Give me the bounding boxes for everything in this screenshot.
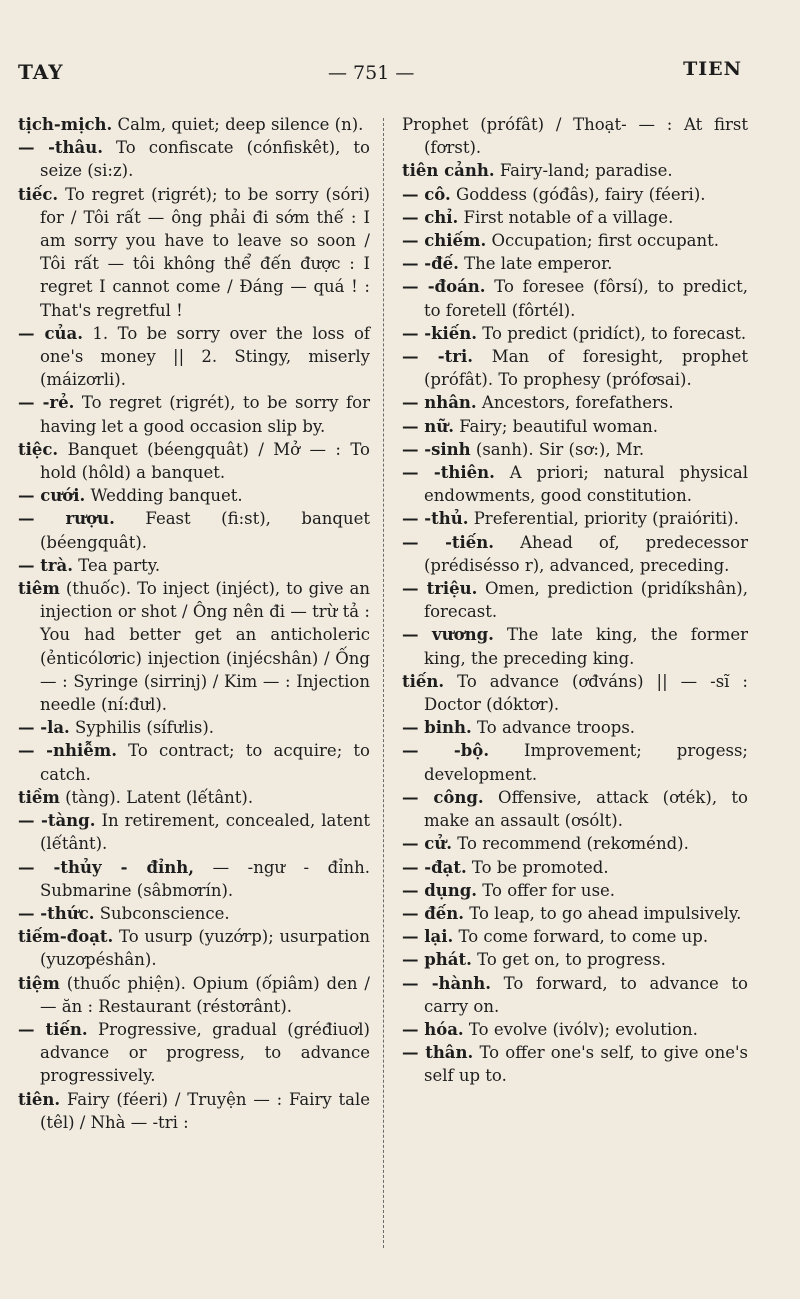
dictionary-entry [18,113,370,136]
dictionary-entry [402,438,748,461]
dictionary-entry [18,507,370,553]
left-column [18,113,370,1134]
entry-definition: Goddess (góđâs), fairy (féeri). [450,184,706,204]
entry-headword: tiêm [18,579,60,599]
entry-headword: tiệc. [18,439,59,459]
entry-headword: tiên. [18,1089,61,1109]
entry-headword: — -nhiễm. [18,741,117,761]
entry-definition: Occupation; first occupant. [486,231,719,251]
entry-definition: To foresee (fôrsí), to predict, to foretell (fôrtél). [424,277,748,320]
dictionary-entry [402,670,748,716]
entry-headword: — -sinh [402,439,471,459]
entry-definition: Ahead of, predecessor (prédisésso r), advanced, preceding. [424,532,748,575]
dictionary-entry [402,275,748,321]
entry-headword: — -hành. [402,973,491,993]
entry-definition: To contract; to acquire; to catch. [40,741,370,784]
entry-definition: — -ngư - đỉnh. Submarine (sâbmơrín). [40,857,370,900]
page-header [0,58,800,90]
entry-headword: — -đế. [402,254,459,274]
dictionary-entry [18,438,370,484]
dictionary-entry [402,391,748,414]
entry-headword: — -thức. [18,903,95,923]
dictionary-entry [402,531,748,577]
dictionary-entry [402,856,748,879]
entry-headword: tiên cảnh. [402,161,495,181]
entry-definition: Progressive, gradual (gréđiuơl) advance or progress, to advance progressively. [40,1019,370,1086]
entry-definition: The late emperor. [458,254,613,274]
dictionary-entry [402,739,748,785]
entry-definition: Fairy; beautiful woman. [453,416,659,436]
dictionary-entry [402,972,748,1018]
entry-headword: tiếc. [18,184,59,204]
entry-definition: To confiscate (cónfiskêt), to seize (si:z). [40,138,370,181]
dictionary-entry [18,322,370,392]
dictionary-entry [18,925,370,971]
entry-definition: (thuốc). To inject (injéct), to give an injection or shot / Ông nên đi — trừ tả : You had better get an anticholeric (ẻnticólơric) injection (injécshân) / Ống — : Syringe (sirrinj) / Kim — : Injection needle (ní:đưl). [40,579,370,715]
entry-headword: — chiếm. [402,231,487,251]
entry-definition: To forward, to advance to carry on. [424,973,748,1016]
entry-definition: To regret (rigrét); to be sorry (sóri) for / Tôi rất — ông phải đi sớm thế : I am sorry you have to leave so soon / Tôi rất — tôi không thể đến được : I regret I cannot come / Đáng — quá ! : That's regretful ! [40,184,370,320]
entry-definition: To leap, to go ahead impulsively. [464,903,742,923]
right-column [402,113,748,1088]
entry-definition: To offer for use. [477,880,616,900]
dictionary-entry [402,322,748,345]
dictionary-entry [402,252,748,275]
entry-definition: Tea party. [73,555,161,575]
entry-headword: — phát. [402,950,472,970]
entry-definition: 1. To be sorry over the loss of one's money || 2. Stingy, miserly (máizơrli). [40,323,370,390]
dictionary-entry [18,391,370,437]
entry-headword: — vương. [402,625,494,645]
entry-definition: (tàng). Latent (lếtânt). [59,787,254,807]
entry-headword: — công. [402,787,484,807]
entry-headword: — -thâu. [18,138,103,158]
dictionary-entry [402,1018,748,1041]
dictionary-entry [402,925,748,948]
entry-headword: — cưới. [18,486,86,506]
entry-headword: — binh. [402,718,472,738]
entry-headword: — -thủ. [402,509,469,529]
entry-headword: — chỉ. [402,207,459,227]
entry-headword: — -đạt. [402,857,467,877]
column-divider [383,118,384,1248]
entry-headword: — nữ. [402,416,454,436]
entry-definition: In retirement, concealed, latent (lếtânt). [40,811,370,854]
entry-headword: — -thiên. [402,463,495,483]
entry-definition: Preferential, priority (praióriti). [468,509,739,529]
entry-definition: To offer one's self, to give one's self up to. [424,1043,748,1086]
header-left-word: TAY [18,60,64,84]
dictionary-entry [402,345,748,391]
dictionary-entry [18,554,370,577]
entry-headword: — hóa. [402,1019,464,1039]
entry-definition: Feast (fi:st), banquet (béengquât). [40,509,370,552]
dictionary-entry [402,577,748,623]
dictionary-entry [402,159,748,182]
entry-headword: — cô. [402,184,451,204]
entry-headword: — rượu. [18,509,115,529]
entry-definition: Offensive, attack (ơték), to make an assault (ơsólt). [424,787,748,831]
dictionary-entry [18,484,370,507]
entry-headword: — -bộ. [402,741,490,761]
entry-definition: Banquet (béengquât) / Mở — : To hold (hôld) a banquet. [40,439,370,483]
entry-headword: — -thủy - đỉnh, [18,857,195,877]
entry-headword: — -kiến. [402,323,478,343]
dictionary-entry [402,623,748,669]
dictionary-entry [18,716,370,739]
entry-definition: To evolve (ivólv); evolution. [463,1019,698,1039]
entry-headword: — thân. [402,1043,474,1063]
dictionary-entry [18,1088,370,1134]
entry-definition: Omen, prediction (pridíkshân), forecast. [424,579,748,622]
dictionary-entry [402,832,748,855]
entry-definition: To get on, to progress. [471,950,666,970]
dictionary-entry [402,902,748,925]
dictionary-entry [18,809,370,855]
entry-definition: Subconscience. [94,903,230,923]
dictionary-entry [402,716,748,739]
entry-headword: — dụng. [402,880,478,900]
entry-definition: Fairy (féeri) / Truyện — : Fairy tale (têl) / Nhà — -tri : [40,1089,370,1132]
entry-headword: tiếm-đoạt. [18,927,114,947]
entry-headword: — -tàng. [18,811,96,831]
entry-definition: To regret (rigrét), to be sorry for having let a good occasion slip by. [40,393,370,436]
entry-definition: To be promoted. [466,857,609,877]
dictionary-entry [402,786,748,832]
dictionary-entry [18,136,370,182]
dictionary-entry [402,879,748,902]
entry-definition: To recommend (rekơménd). [452,834,689,854]
entry-headword: — nhân. [402,393,477,413]
page-number: — 751 — [328,62,415,84]
entry-definition: To advance (ơđváns) || — -sĩ : Doctor (dóktơr). [424,671,748,715]
entry-definition: (thuốc phiện). Opium (ốpiâm) den / — ăn : Restaurant (réstơrânt). [40,973,370,1016]
entry-headword: — -tiến. [402,532,495,552]
entry-definition: Syphilis (sífưlis). [69,718,215,738]
dictionary-entry [402,507,748,530]
entry-definition: Improvement; progess; development. [424,741,748,784]
entry-headword: — -tri. [402,347,473,367]
dictionary-entry [18,856,370,902]
dictionary-entry [402,1041,748,1087]
entry-definition: The late king, the former king, the preceding king. [424,625,748,668]
dictionary-entry [402,461,748,507]
entry-headword: — triệu. [402,579,478,599]
dictionary-entry [18,183,370,322]
entry-definition: To come forward, to come up. [453,927,709,947]
entry-definition: Ancestors, forefathers. [476,393,674,413]
dictionary-entry [402,229,748,252]
entry-headword: — trà. [18,555,73,575]
dictionary-entry [18,972,370,1018]
entry-definition: (sanh). Sir (sơ:), Mr. [470,439,645,459]
entry-headword: — -đoán. [402,277,486,297]
dictionary-entry [402,183,748,206]
entry-headword: — lại. [402,927,454,947]
entry-headword: tiềm [18,787,60,807]
entry-definition: A priori; natural physical endowments, good constitution. [424,463,748,506]
dictionary-entry [402,948,748,971]
entry-definition: Wedding banquet. [85,486,243,506]
entry-definition: Calm, quiet; deep silence (n). [112,115,364,134]
dictionary-entry [18,902,370,925]
entry-headword: — của. [18,323,83,343]
header-right-word: TIEN [683,58,742,80]
entry-headword: — -rẻ. [18,393,75,413]
entry-headword: — đến. [402,903,465,923]
entry-definition: Prophet (prófât) / Thoạt- — : At first (fơrst). [402,115,748,158]
entry-headword: tiệm [18,973,60,993]
entry-headword: — cử. [402,834,453,854]
entry-headword: — tiến. [18,1019,88,1039]
dictionary-entry [18,739,370,785]
entry-definition: To advance troops. [471,718,636,738]
dictionary-entry [18,577,370,716]
entry-definition: First notable of a village. [458,207,674,227]
dictionary-entry [18,786,370,809]
entry-definition: Fairy-land; paradise. [494,161,673,181]
entry-headword: tịch-mịch. [18,115,113,134]
entry-definition: To predict (pridíct), to forecast. [477,323,747,343]
entry-definition: To usurp (yuzớrp); usurpation (yuzơpéshân). [40,927,370,970]
entry-headword: — -la. [18,718,70,738]
entry-definition: Man of foresight, prophet (prófât). To prophesy (prófơsai). [424,347,748,390]
dictionary-entry [18,1018,370,1088]
dictionary-entry [402,113,748,159]
dictionary-entry [402,415,748,438]
dictionary-entry [402,206,748,229]
entry-headword: tiến. [402,671,445,691]
